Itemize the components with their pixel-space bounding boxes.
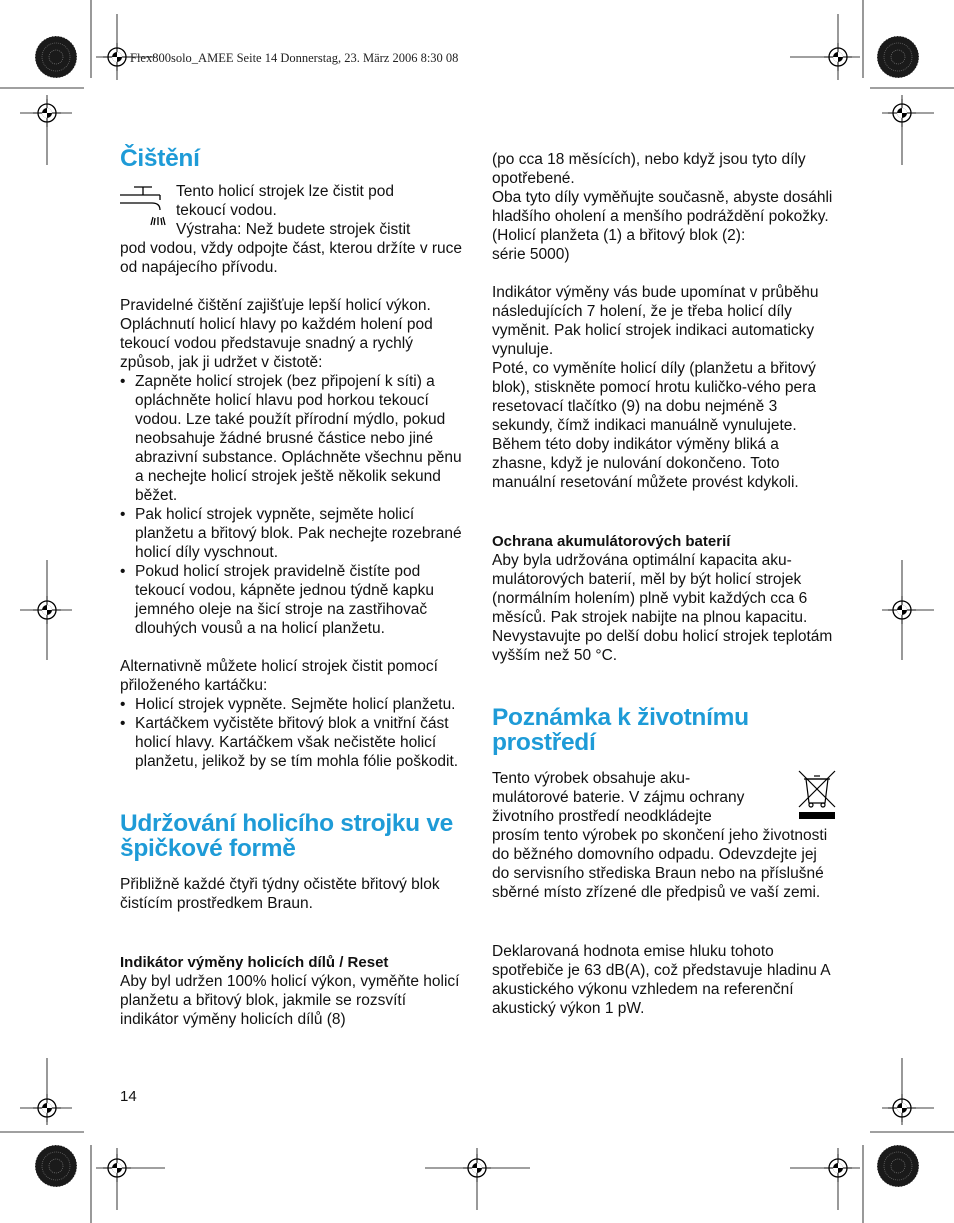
cleaning-warning-rest: pod vodou, vždy odpojte část, kterou držíte v ruce od napájecího přívodu. [120, 240, 463, 276]
cleaning-title: Čištění [120, 145, 200, 172]
noise-text: Deklarovaná hodnota emise hluku tohoto spotřebiče je 63 dB(A), což představuje hladinu A akustického výkonu vzhledem na referenční akustický výkon 1 pW. [492, 943, 830, 1017]
indicator-subhead: Indikátor výměny holicích dílů / Reset [120, 954, 389, 971]
env-line2: mulátorové baterie. V zájmu ochrany [492, 789, 745, 806]
maintenance-title: Udržování holicího strojku ve špičkové formě [120, 810, 453, 862]
left-column [120, 146, 465, 1029]
list-item: • Pokud holicí strojek pravidelně čistíte pod tekoucí vodou, kápněte jednou týdně kapku jemného oleje na šicí stroje na zastřihovač dlouhých vousů a na holicí planžetu. [120, 562, 465, 638]
list-item: • Pak holicí strojek vypněte, sejměte holicí planžetu a břitový blok. Pak nechejte rozebrané holicí díly vyschnout. [120, 505, 465, 562]
water-tap-icon [120, 184, 166, 228]
crossed-out-wheelie-bin-icon [797, 769, 837, 821]
cleaning-regular: Pravidelné čištění zajišťuje lepší holicí výkon. Opláchnutí holicí hlavy po každém holení pod tekoucí vodou představuje snadný a rychlý způsob, jak ji udržet v čistotě: [120, 297, 433, 371]
maintenance-text: Přibližně každé čtyři týdny očistěte břitový blok čistícím prostředkem Braun. [120, 876, 440, 912]
indicator-both: Oba tyto díly vyměňujte současně, abyste dosáhli hladšího oholení a menšího podráždění pokožky. [492, 189, 833, 225]
cleaning-alt-bullets [120, 695, 465, 771]
reminder-text: Indikátor výměny vás bude upomínat v průběhu následujících 7 holení, že je třeba holicí díly vyměnit. Pak holicí strojek indikaci automaticky vynuluje. [492, 284, 819, 358]
during-time-text: Během této doby indikátor výměny bliká a zhasne, když je nulování dokončeno. Toto manuální resetování můžete provést kdykoli. [492, 436, 799, 491]
env-line1: Tento výrobek obsahuje aku- [492, 770, 691, 787]
cleaning-intro-line1: Tento holicí strojek lze čistit pod [176, 183, 394, 200]
indicator-parts-line2: série 5000) [492, 246, 570, 263]
list-item: • Kartáčkem vyčistěte břitový blok a vnitřní část holicí hlavy. Kartáčkem však nečistěte holicí planžetu, jelikož by se tím mohla fólie poškodit. [120, 714, 465, 771]
indicator-continued: (po cca 18 měsících), nebo když jsou tyto díly opotřebené. [492, 151, 806, 187]
after-replace-text: Poté, co vyměníte holicí díly (planžetu a břitový blok), stiskněte pomocí hrotu kuličko-vého pera resetovací tlačítko (9) na dobu nejméně 3 sekundy, čímž indikaci manuálně vynulujete. [492, 360, 816, 434]
right-column [492, 150, 837, 1018]
env-line3: životního prostředí neodkládejte [492, 808, 712, 825]
page-number: 14 [120, 1088, 137, 1105]
indicator-text: Aby byl udržen 100% holicí výkon, vyměňte holicí planžetu a břitový blok, jakmile se rozsvítí indikátor výměny holicích dílů (8) [120, 973, 460, 1028]
environment-title: Poznámka k životnímu prostředí [492, 704, 749, 756]
indicator-parts-line1: (Holicí planžeta (1) a břitový blok (2): [492, 227, 746, 244]
list-item: • Zapněte holicí strojek (bez připojení k síti) a opláchněte holicí hlavu pod horkou tekoucí vodou. Lze také použít přírodní mýdlo, pokud neobsahuje žádné brusné částice nebo jiné abrazivní substance. Opláchněte všechnu pěnu a nechejte holicí strojek ještě několik sekund běžet. [120, 372, 465, 505]
cleaning-intro [120, 182, 465, 277]
battery-text: Aby byla udržována optimální kapacita aku-mulátorových baterií, měl by být holicí strojek (normálním holením) plně vybit každých cca 6 měsíců. Pak strojek nabijte na plnou kapacitu. Nevystavujte po delší dobu holicí strojek teplotám vyšším než 50 °C. [492, 552, 833, 664]
cleaning-intro-line2: tekoucí vodou. [176, 202, 277, 219]
env-rest: prosím tento výrobek po skončení jeho životnosti do běžného domovního odpadu. Odevzdejte jej do servisního střediska Braun nebo na příslušné sběrné místo zřízené dle předpisů ve vaší zemi. [492, 827, 828, 901]
list-item: • Holicí strojek vypněte. Sejměte holicí planžetu. [120, 695, 465, 714]
cleaning-warning-line1: Výstraha: Než budete strojek čistit [176, 221, 411, 238]
battery-subhead: Ochrana akumulátorových baterií [492, 533, 731, 550]
environment-note [492, 769, 837, 902]
print-slug: Flex800solo_AMEE Seite 14 Donnerstag, 23. März 2006 8:30 08 [130, 51, 459, 65]
cleaning-bullets [120, 372, 465, 638]
cleaning-alt: Alternativně můžete holicí strojek čistit pomocí přiloženého kartáčku: [120, 658, 438, 694]
